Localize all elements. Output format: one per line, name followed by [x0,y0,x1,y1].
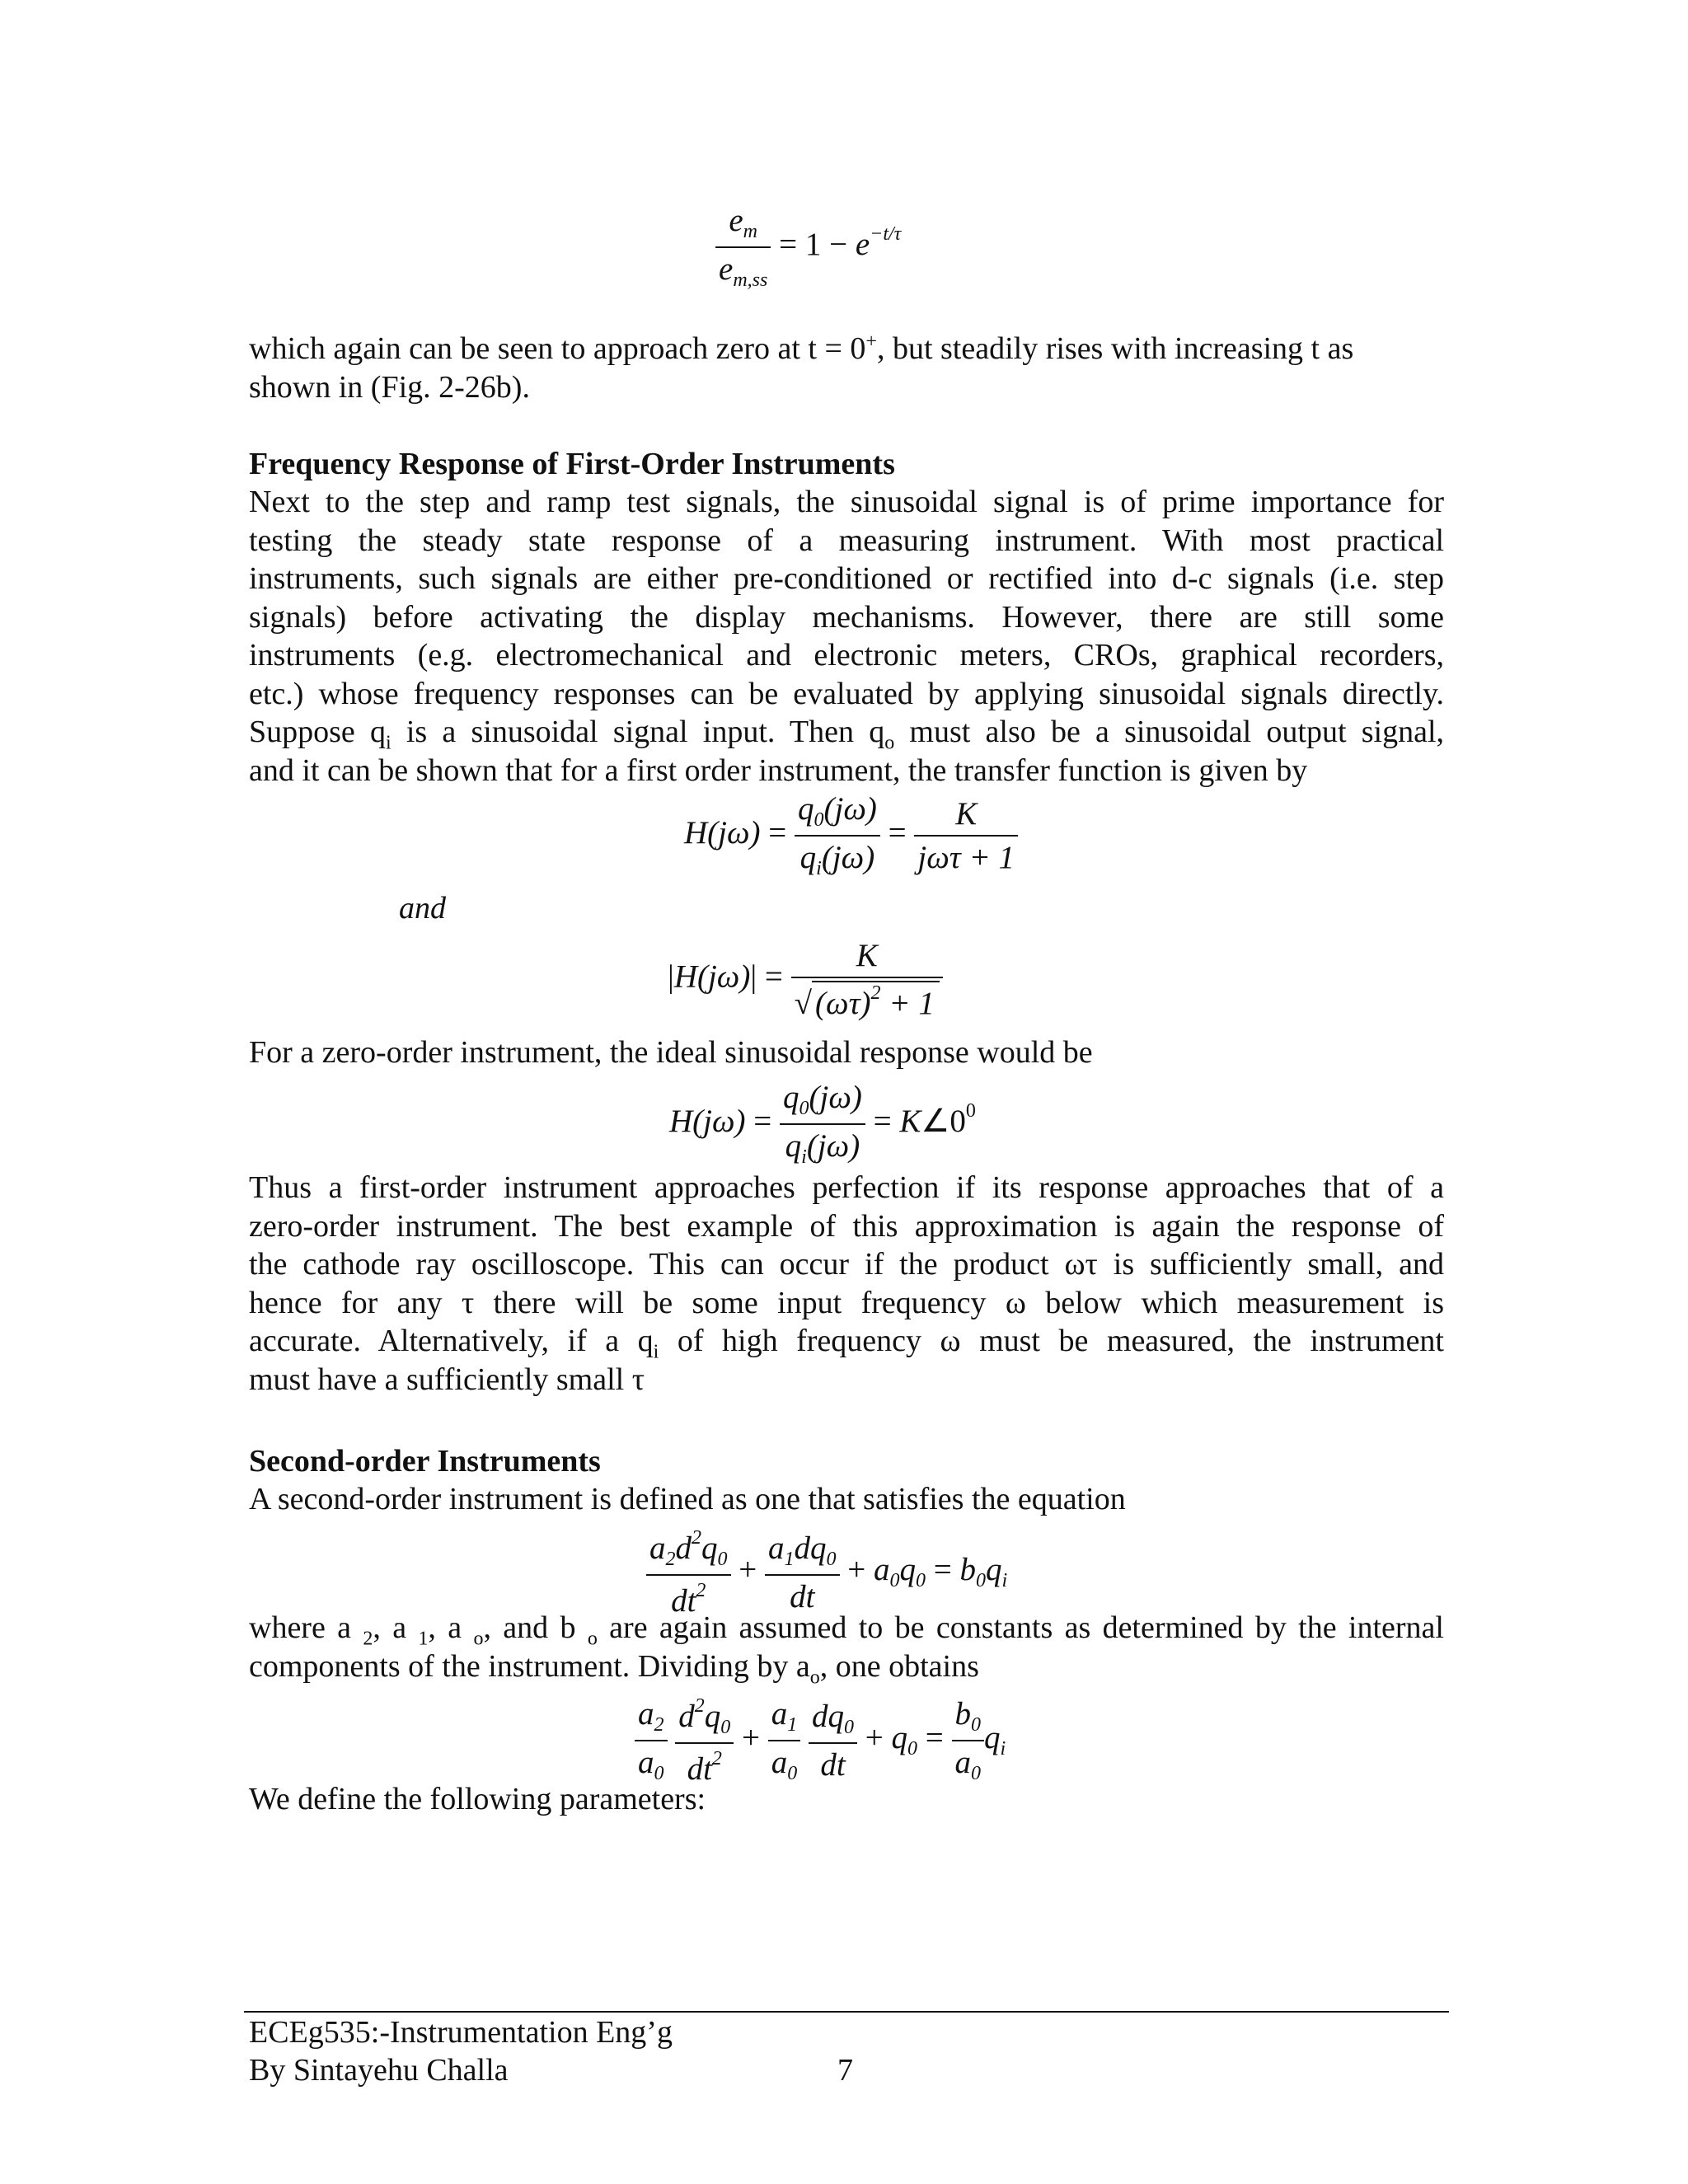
paragraph-ramp-conclusion: which again can be seen to approach zero at t = 0+, but steadily rises with increasing t as shown in (Fig. 2-26b). [249,330,1354,405]
page-number: 7 [837,2053,853,2088]
equation-magnitude: |H(jω)| = $\frac{K}{√ (\omega\tau)^2 + 1}$ [668,940,943,1019]
footer-author: By Sintayehu Challa [249,2053,509,2088]
equation-ramp-ratio: $\frac{e_m}{e_{m,ss}}$ = $1 - e^{-t/\tau}$ [715,204,901,290]
equation-zero-order: H(jω) = $\frac{q_0(j\omega)}{q_i(j\omega)}$ = $K\angle 0^0$ [669,1080,976,1168]
equation-normalized-second-order: $\frac{a_2}{a_0}$ $\frac{d^2q_0}{dt^2}$ + $\frac{a_1}{a_0}$ $\frac{dq_0}{dt}$ + $q_0$ = $\frac{b_0}{a_0}$ $q_i$ [635,1696,1006,1785]
section-heading-frequency-response: Frequency Response of First-Order Instruments [249,447,895,481]
paragraph-zero-order: For a zero-order instrument, the ideal sinusoidal response would be [249,1035,1093,1070]
footer-rule [244,2011,1449,2013]
paragraph-frequency-response: Next to the step and ramp test signals, the sinusoidal signal is of prime importance for testing the steady state response of a measuring instrument. With most practical instruments, such signals are either pre-conditioned or rectified into d-c signals (i.e. step signals) before activating the display mechanisms. However, there are still some instruments (e.g. electromechanical and electronic meters, CROs, graphical recorders, etc.) whose frequency responses can be evaluated by applying sinusoidal signals directly. Suppose $q_i$ is a sinusoidal signal input. Then $q_o$ must also be a sinusoidal output signal, and it can be shown that for a first order instrument, the transfer function is given by [249,485,1444,788]
paragraph-second-order-definition: A second-order instrument is defined as one that satisfies the equation [249,1482,1126,1516]
paragraph-constants: where a $_2$, a $_1$, a $_o$, and b $_o$ are again assumed to be constants as determined by the internal components of the instrument. Dividing by $a_o$, one obtains [249,1610,1444,1689]
footer-course: ECEg535:-Instrumentation Eng’g [249,2015,673,2050]
connector-word-and: and [399,891,446,926]
equation-transfer-function: H(jω) = $\frac{q_0(j\omega)}{q_i(j\omega)}$ = $\frac{K}{\text{jωτ + 1}}$ [684,793,1018,879]
paragraph-define-parameters: We define the following parameters: [249,1782,706,1816]
section-heading-second-order: Second-order Instruments [249,1444,601,1479]
equation-second-order: $\frac{a_2d^2q_0}{dt^2}$ + $\frac{a_1dq_0}{dt}$ + $a_0q_0 = b_0q_i$ [646,1528,1007,1617]
paragraph-first-order-perfection: Thus a first-order instrument approaches perfection if its response approaches that of a zero-order instrument. The best example of this approximation is again the response of the cathode ray oscilloscope. This can occur if the product ωτ is sufficiently small, and hence for any τ there will be some input frequency ω below which measurement is accurate. Alternatively, if a $q_i$ of high frequency ω must be measured, the instrument must have a sufficiently small τ [249,1170,1444,1397]
